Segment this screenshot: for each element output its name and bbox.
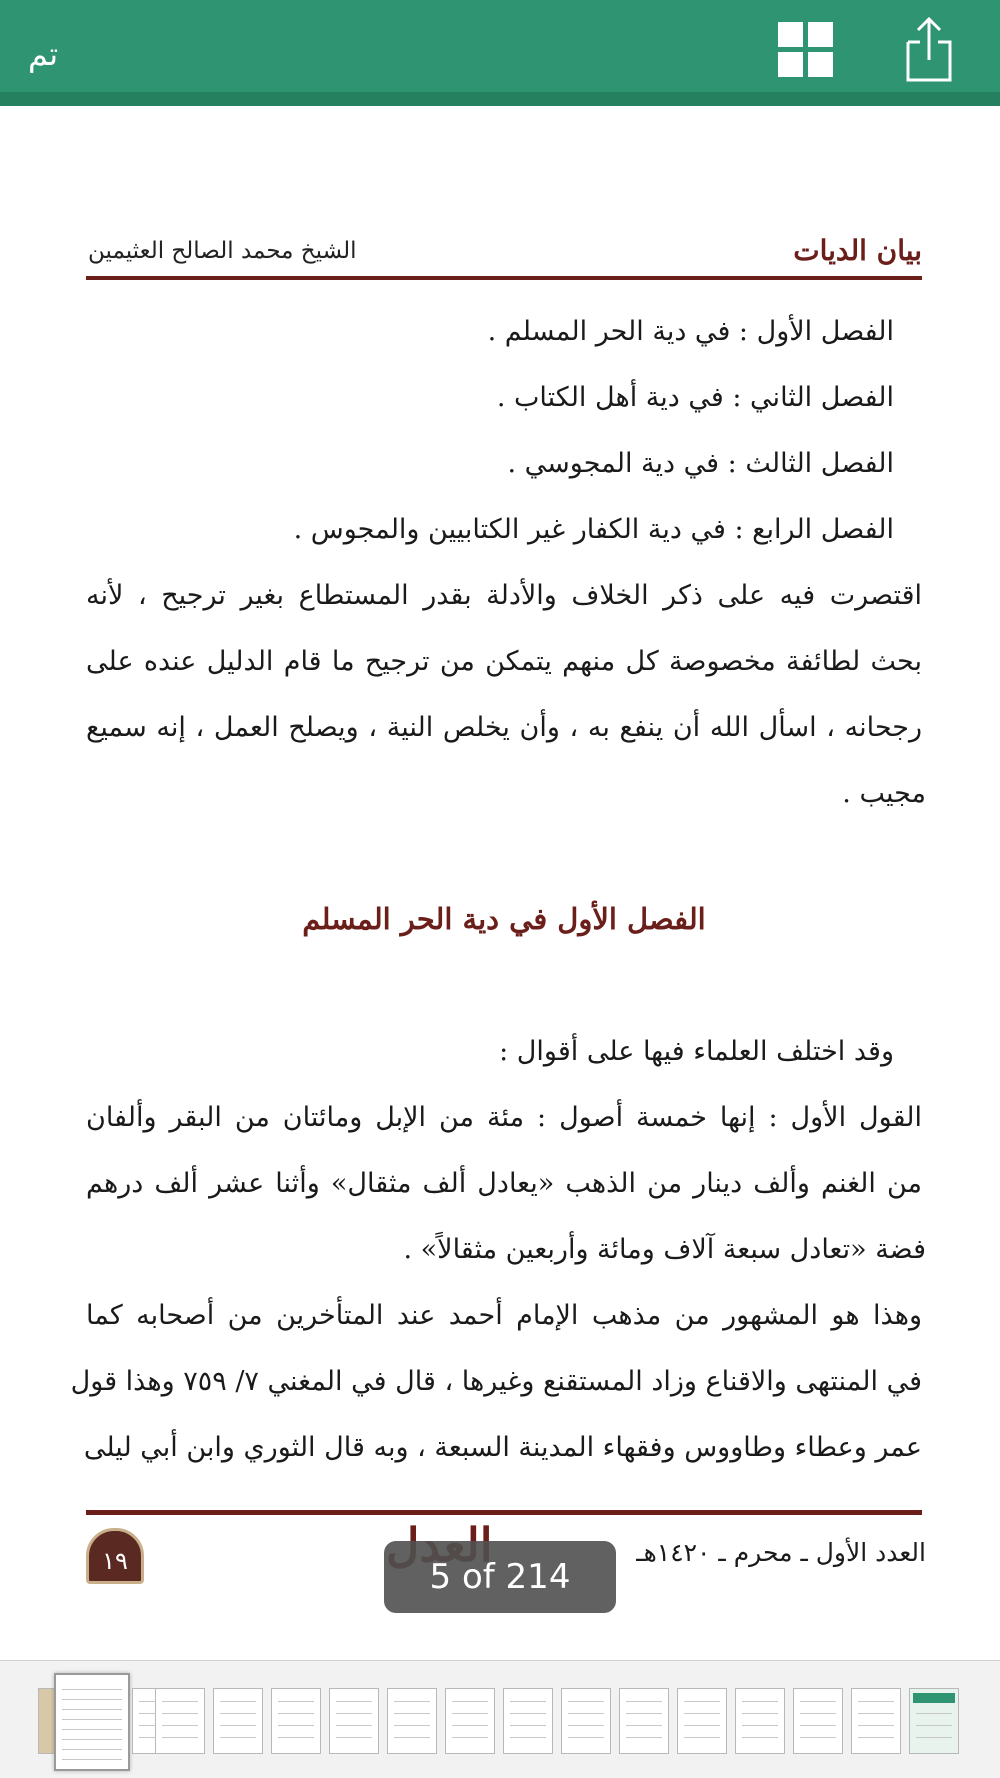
paragraph-line: من الغنم وألف دينار من الذهب «يعادل ألف مثقال» وأثنا عشر ألف درهم — [86, 1168, 922, 1199]
paragraph-line: في المنتهى والاقناع وزاد المستقنع وغيرها ، قال في المغني ٧/ ٧٥٩ وهذا قول — [70, 1366, 922, 1397]
page-thumbnail[interactable] — [155, 1688, 205, 1754]
page-thumbnail[interactable] — [793, 1688, 843, 1754]
paragraph-line: عمر وعطاء وطاووس وفقهاء المدينة السبعة ، وبه قال الثوري وابن أبي ليلى — [83, 1432, 922, 1463]
top-toolbar — [0, 0, 1000, 106]
page-thumbnail[interactable] — [561, 1688, 611, 1754]
page-counter: 5 of 214 — [384, 1541, 616, 1613]
page-thumbnail[interactable] — [503, 1688, 553, 1754]
page-header-author: الشيخ محمد الصالح العثيمين — [88, 238, 357, 264]
page-thumbnail[interactable] — [329, 1688, 379, 1754]
footer-issue: العدد الأول ـ محرم ـ ١٤٢٠هـ — [636, 1538, 926, 1567]
paragraph-line: وقد اختلف العلماء فيها على أقوال : — [499, 1036, 894, 1067]
paragraph-line: رجحانه ، اسأل الله أن ينفع به ، وأن يخلص النية ، ويصلح العمل ، إنه سميع — [86, 712, 922, 743]
footer-rule — [86, 1510, 922, 1515]
page-thumbnail[interactable] — [735, 1688, 785, 1754]
document-page — [70, 220, 926, 1575]
paragraph-line: فضة «تعادل سبعة آلاف ومائة وأربعين مثقالاً» . — [403, 1234, 926, 1265]
grid-icon[interactable] — [778, 22, 833, 77]
page-thumbnail[interactable] — [619, 1688, 669, 1754]
share-icon[interactable] — [904, 16, 954, 84]
page-header — [86, 230, 922, 280]
section-heading: الفصل الأول في دية الحر المسلم — [302, 902, 706, 936]
paragraph-line: اقتصرت فيه على ذكر الخلاف والأدلة بقدر المستطاع بغير ترجيح ، لأنه — [86, 580, 922, 611]
page-thumbnail[interactable] — [445, 1688, 495, 1754]
paragraph-line: مجيب . — [842, 778, 926, 809]
page-thumbnail[interactable] — [387, 1688, 437, 1754]
page-header-title: بيان الديات — [793, 234, 922, 267]
chapter-list-item: الفصل الرابع : في دية الكفار غير الكتابيين والمجوس . — [293, 514, 894, 545]
page-thumbnail-current[interactable] — [54, 1673, 130, 1771]
page-number-badge: ١٩ — [86, 1528, 144, 1584]
page-thumbnail[interactable] — [271, 1688, 321, 1754]
page-thumbnail[interactable] — [677, 1688, 727, 1754]
chapter-list-item: الفصل الأول : في دية الحر المسلم . — [487, 316, 894, 347]
page-thumbnail[interactable] — [213, 1688, 263, 1754]
chapter-list-item: الفصل الثاني : في دية أهل الكتاب . — [496, 382, 894, 413]
paragraph-line: وهذا هو المشهور من مذهب الإمام أحمد عند المتأخرين من أصحابه كما — [86, 1300, 922, 1331]
paragraph-line: القول الأول : إنها خمسة أصول : مئة من الإبل ومائتان من البقر وألفان — [86, 1102, 922, 1133]
done-button[interactable]: تم — [28, 35, 59, 73]
chapter-list-item: الفصل الثالث : في دية المجوسي . — [507, 448, 894, 479]
page-thumbnail[interactable] — [909, 1688, 959, 1754]
paragraph-line: بحث لطائفة مخصوصة كل منهم يتمكن من ترجيح ما قام الدليل عنده على — [86, 646, 922, 677]
page-thumbnail[interactable] — [851, 1688, 901, 1754]
thumbnail-strip[interactable] — [0, 1660, 1000, 1778]
